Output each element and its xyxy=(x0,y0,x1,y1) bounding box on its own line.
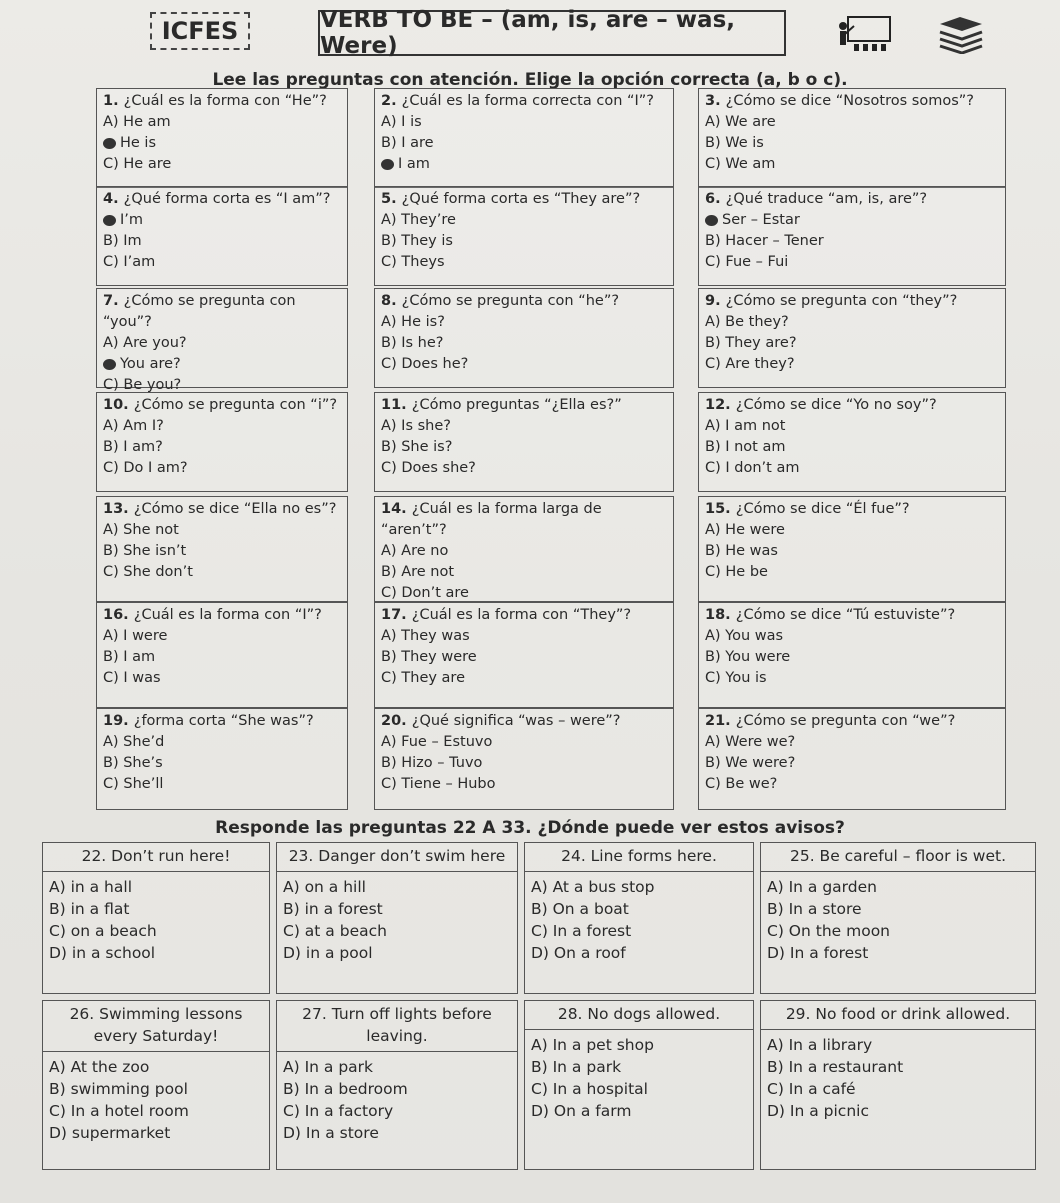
question-prompt: ¿Qué forma corta es “I am”? xyxy=(123,191,331,207)
answer-option-label: C) He are xyxy=(103,156,172,172)
answer-option[interactable] xyxy=(103,732,341,753)
answer-option[interactable] xyxy=(103,112,341,133)
answer-option[interactable]: C) In a hospital xyxy=(531,1080,648,1098)
question-number: 4. xyxy=(103,191,124,207)
answer-option-label: A) Am I? xyxy=(103,418,164,434)
page-title: VERB TO BE – (am, is, are – was, Were) xyxy=(318,10,786,56)
answer-option[interactable] xyxy=(381,133,667,154)
question-text xyxy=(103,291,341,333)
answer-option-label: A) I were xyxy=(103,628,168,644)
question-2 xyxy=(374,88,674,188)
question-text xyxy=(103,395,341,416)
question-prompt: ¿Cómo se pregunta con “you”? xyxy=(103,293,296,330)
question-prompt: ¿Cuál es la forma correcta con “I”? xyxy=(401,93,655,109)
question-text xyxy=(381,91,667,112)
question-number: 11. xyxy=(381,397,412,413)
answer-option-label: B) They are? xyxy=(705,335,797,351)
answer-option[interactable] xyxy=(381,562,667,583)
answer-option[interactable]: A) In a park xyxy=(283,1058,374,1076)
answer-option-label: A) We are xyxy=(705,114,776,130)
question-text xyxy=(705,91,999,112)
question-prompt: ¿Cuál es la forma con “They”? xyxy=(411,607,632,623)
answer-option-label: C) Are they? xyxy=(705,356,795,372)
answer-option-label: C) Theys xyxy=(381,254,445,270)
question-text xyxy=(705,499,999,520)
question-text xyxy=(103,499,341,520)
question-8 xyxy=(374,288,674,388)
answer-option[interactable] xyxy=(103,458,341,479)
answer-option-label: A) They’re xyxy=(381,212,456,228)
question-text xyxy=(103,91,341,112)
answer-option[interactable] xyxy=(103,437,341,458)
question-number: 12. xyxy=(705,397,736,413)
answer-option[interactable]: C) In a factory xyxy=(283,1102,394,1120)
answer-option[interactable] xyxy=(381,354,667,375)
answer-option[interactable]: D) On a roof xyxy=(531,944,626,962)
answer-option[interactable] xyxy=(103,520,341,541)
question-4 xyxy=(96,186,348,286)
answer-option[interactable] xyxy=(381,112,667,133)
question-number: 21. xyxy=(705,713,736,729)
question-number: 8. xyxy=(381,293,402,309)
question-text xyxy=(103,189,341,210)
question-number: 10. xyxy=(103,397,134,413)
question-16 xyxy=(96,602,348,708)
answer-option-label: C) She’ll xyxy=(103,776,164,792)
answer-option[interactable] xyxy=(705,354,999,375)
notice-question-24 xyxy=(524,842,754,994)
answer-option[interactable]: D) In a picnic xyxy=(767,1102,869,1120)
answer-option[interactable] xyxy=(705,437,999,458)
question-18 xyxy=(698,602,1006,708)
question-number: 20. xyxy=(381,713,412,729)
answer-option[interactable] xyxy=(381,732,667,753)
answer-option-label: C) Does he? xyxy=(381,356,469,372)
answer-option[interactable]: A) In a garden xyxy=(767,878,877,896)
selected-answer-mark-icon xyxy=(705,215,718,226)
answer-option[interactable] xyxy=(381,647,667,668)
teacher-at-board-icon xyxy=(836,14,896,54)
answer-option[interactable] xyxy=(705,458,999,479)
question-prompt: ¿Cómo se pregunta con “they”? xyxy=(725,293,958,309)
answer-option-label: B) Are not xyxy=(381,564,455,580)
answer-option[interactable]: C) In a hotel room xyxy=(49,1102,189,1120)
question-text xyxy=(705,395,999,416)
answer-option-label: B) You were xyxy=(705,649,791,665)
answer-option[interactable]: A) on a hill xyxy=(283,878,366,896)
answer-option[interactable]: B) In a park xyxy=(531,1058,622,1076)
question-prompt: ¿Qué significa “was – were”? xyxy=(411,713,621,729)
answer-option-label: B) We is xyxy=(705,135,764,151)
answer-option[interactable] xyxy=(103,647,341,668)
answer-option-label: B) I am? xyxy=(103,439,163,455)
answer-option[interactable] xyxy=(381,437,667,458)
question-prompt: ¿Qué forma corta es “They are”? xyxy=(401,191,641,207)
question-prompt: ¿forma corta “She was”? xyxy=(133,713,314,729)
question-prompt: ¿Cómo se pregunta con “he”? xyxy=(401,293,620,309)
answer-option-label: B) Hizo – Tuvo xyxy=(381,755,483,771)
answer-option[interactable] xyxy=(381,416,667,437)
question-prompt: ¿Cómo se pregunta con “i”? xyxy=(133,397,338,413)
question-number: 14. xyxy=(381,501,412,517)
answer-option[interactable]: B) in a forest xyxy=(283,900,383,918)
notice-question-25 xyxy=(760,842,1036,994)
answer-option[interactable]: D) On a farm xyxy=(531,1102,632,1120)
answer-option-label: C) Be we? xyxy=(705,776,778,792)
answer-option[interactable] xyxy=(103,626,341,647)
answer-option[interactable] xyxy=(705,626,999,647)
answer-option[interactable] xyxy=(381,231,667,252)
question-number: 19. xyxy=(103,713,134,729)
notice-sign-text: 29. No food or drink allowed. xyxy=(761,1001,1035,1030)
answer-option-label: A) Be they? xyxy=(705,314,789,330)
book-stack-icon xyxy=(936,14,986,54)
answer-option[interactable] xyxy=(705,312,999,333)
answer-option-label: C) We am xyxy=(705,156,776,172)
answer-option-label: Ser – Estar xyxy=(722,212,800,228)
question-14 xyxy=(374,496,674,602)
answer-option[interactable] xyxy=(381,583,667,604)
question-text xyxy=(381,189,667,210)
answer-option[interactable] xyxy=(381,753,667,774)
question-text xyxy=(705,711,999,732)
question-text xyxy=(381,395,667,416)
question-text xyxy=(381,605,667,626)
notice-sign-text: 27. Turn off lights before leaving. xyxy=(277,1001,517,1052)
answer-option-label: A) Are no xyxy=(381,543,449,559)
answer-option[interactable]: A) In a pet shop xyxy=(531,1036,654,1054)
question-12 xyxy=(698,392,1006,492)
answer-option[interactable]: C) In a forest xyxy=(531,922,632,940)
answer-option[interactable] xyxy=(705,774,999,795)
question-prompt: ¿Cómo se dice “Tú estuviste”? xyxy=(735,607,956,623)
answer-option-label: B) I am xyxy=(103,649,156,665)
question-prompt: ¿Cómo se dice “Yo no soy”? xyxy=(735,397,937,413)
answer-option[interactable] xyxy=(381,774,667,795)
answer-option[interactable] xyxy=(103,354,341,375)
answer-option[interactable] xyxy=(103,210,341,231)
answer-option-label: A) They was xyxy=(381,628,470,644)
question-text xyxy=(705,291,999,312)
instructions-part-1: Lee las preguntas con atención. Elige la opción correcta (a, b o c). xyxy=(212,70,848,90)
answer-option-label: C) They are xyxy=(381,670,465,686)
answer-option[interactable] xyxy=(103,753,341,774)
notice-question-22 xyxy=(42,842,270,994)
answer-option[interactable] xyxy=(103,562,341,583)
answer-option[interactable] xyxy=(705,520,999,541)
notice-question-29 xyxy=(760,1000,1036,1170)
question-20 xyxy=(374,708,674,810)
answer-option[interactable]: D) in a pool xyxy=(283,944,373,962)
question-prompt: ¿Cómo se dice “Ella no es”? xyxy=(133,501,337,517)
answer-option[interactable] xyxy=(705,562,999,583)
question-text xyxy=(103,711,341,732)
answer-option-label: B) I not am xyxy=(705,439,786,455)
answer-option-label: C) You is xyxy=(705,670,767,686)
answer-option[interactable] xyxy=(705,231,999,252)
question-number: 9. xyxy=(705,293,726,309)
answer-option[interactable] xyxy=(103,416,341,437)
question-number: 17. xyxy=(381,607,412,623)
answer-option-label: A) I am not xyxy=(705,418,786,434)
answer-option-label: B) We were? xyxy=(705,755,796,771)
answer-option[interactable] xyxy=(381,312,667,333)
answer-option-label: A) She not xyxy=(103,522,179,538)
question-1 xyxy=(96,88,348,188)
answer-option-label: A) Is she? xyxy=(381,418,451,434)
answer-option[interactable] xyxy=(103,231,341,252)
question-prompt: ¿Cuál es la forma con “I”? xyxy=(133,607,322,623)
answer-option-label: A) Fue – Estuvo xyxy=(381,734,493,750)
answer-option[interactable] xyxy=(381,626,667,647)
answer-option-label: C) Do I am? xyxy=(103,460,188,476)
question-number: 7. xyxy=(103,293,124,309)
answer-option-label: B) She isn’t xyxy=(103,543,187,559)
answer-option-label: C) Tiene – Hubo xyxy=(381,776,496,792)
question-prompt: ¿Cómo se dice “Nosotros somos”? xyxy=(725,93,974,109)
answer-option[interactable]: C) On the moon xyxy=(767,922,891,940)
question-9 xyxy=(698,288,1006,388)
answer-option[interactable]: D) In a forest xyxy=(767,944,869,962)
question-number: 18. xyxy=(705,607,736,623)
answer-option[interactable] xyxy=(103,668,341,689)
answer-option[interactable] xyxy=(705,154,999,175)
question-21 xyxy=(698,708,1006,810)
question-6 xyxy=(698,186,1006,286)
answer-option[interactable] xyxy=(381,333,667,354)
answer-option-label: C) He be xyxy=(705,564,768,580)
question-prompt: ¿Cómo preguntas “¿Ella es?” xyxy=(411,397,622,413)
answer-option-label: B) She’s xyxy=(103,755,163,771)
notice-sign-text: 28. No dogs allowed. xyxy=(525,1001,753,1030)
answer-option-label: C) I was xyxy=(103,670,161,686)
answer-option[interactable]: B) swimming pool xyxy=(49,1080,188,1098)
question-15 xyxy=(698,496,1006,602)
question-text xyxy=(103,605,341,626)
question-19 xyxy=(96,708,348,810)
answer-option-label: B) He was xyxy=(705,543,778,559)
answer-option-label: C) I don’t am xyxy=(705,460,800,476)
answer-option-label: B) They is xyxy=(381,233,453,249)
answer-option-label: C) Be you? xyxy=(103,377,182,393)
answer-option[interactable] xyxy=(705,541,999,562)
answer-option[interactable]: C) on a beach xyxy=(49,922,157,940)
answer-option[interactable]: B) On a boat xyxy=(531,900,629,918)
answer-option-label: A) You was xyxy=(705,628,784,644)
answer-option[interactable] xyxy=(705,753,999,774)
question-prompt: ¿Cuál es la forma larga de “aren’t”? xyxy=(381,501,602,538)
answer-option-label: C) I’am xyxy=(103,254,156,270)
answer-option-label: B) Is he? xyxy=(381,335,444,351)
answer-option[interactable] xyxy=(103,774,341,795)
answer-option[interactable]: A) At the zoo xyxy=(49,1058,150,1076)
answer-option[interactable] xyxy=(103,154,341,175)
answer-option-label: B) Im xyxy=(103,233,142,249)
answer-option[interactable]: B) In a store xyxy=(767,900,862,918)
question-prompt: ¿Cómo se pregunta con “we”? xyxy=(735,713,956,729)
question-text xyxy=(381,711,667,732)
question-text xyxy=(381,291,667,312)
notice-sign-text: 24. Line forms here. xyxy=(525,843,753,872)
answer-option[interactable]: C) at a beach xyxy=(283,922,387,940)
answer-option[interactable] xyxy=(705,210,999,231)
answer-option[interactable]: D) in a school xyxy=(49,944,156,962)
answer-option-label: C) Fue – Fui xyxy=(705,254,789,270)
answer-option-label: I am xyxy=(398,156,430,172)
answer-option[interactable] xyxy=(103,252,341,273)
answer-option[interactable]: C) In a café xyxy=(767,1080,856,1098)
question-17 xyxy=(374,602,674,708)
answer-option[interactable]: A) At a bus stop xyxy=(531,878,655,896)
answer-option[interactable] xyxy=(705,416,999,437)
answer-option[interactable]: A) in a hall xyxy=(49,878,132,896)
answer-option[interactable] xyxy=(705,133,999,154)
notice-sign-text: 22. Don’t run here! xyxy=(43,843,269,872)
answer-option[interactable] xyxy=(103,133,341,154)
answer-option[interactable] xyxy=(381,458,667,479)
answer-option[interactable]: D) supermarket xyxy=(49,1124,171,1142)
answer-option-label: A) I is xyxy=(381,114,422,130)
answer-option[interactable] xyxy=(381,154,667,175)
answer-option-label: A) He am xyxy=(103,114,171,130)
selected-answer-mark-icon xyxy=(103,359,116,370)
answer-option[interactable] xyxy=(705,647,999,668)
question-number: 6. xyxy=(705,191,726,207)
answer-option[interactable]: B) in a flat xyxy=(49,900,130,918)
answer-option-label: C) Does she? xyxy=(381,460,476,476)
answer-option[interactable] xyxy=(381,252,667,273)
question-text xyxy=(705,605,999,626)
header xyxy=(0,0,1060,66)
question-number: 1. xyxy=(103,93,124,109)
notice-question-23 xyxy=(276,842,518,994)
icfes-logo: ICFES xyxy=(150,12,250,50)
selected-answer-mark-icon xyxy=(103,215,116,226)
notice-sign-text: 23. Danger don’t swim here xyxy=(277,843,517,872)
answer-option-label: B) I are xyxy=(381,135,434,151)
answer-option-label: A) He were xyxy=(705,522,785,538)
question-13 xyxy=(96,496,348,602)
answer-option[interactable] xyxy=(705,112,999,133)
answer-option[interactable] xyxy=(705,668,999,689)
answer-option[interactable] xyxy=(381,210,667,231)
answer-option-label: B) Hacer – Tener xyxy=(705,233,824,249)
answer-option-label: A) Are you? xyxy=(103,335,187,351)
instructions-part-2: Responde las preguntas 22 A 33. ¿Dónde puede ver estos avisos? xyxy=(215,818,845,838)
question-number: 2. xyxy=(381,93,402,109)
answer-option-label: A) He is? xyxy=(381,314,445,330)
answer-option-label: C) She don’t xyxy=(103,564,193,580)
answer-option[interactable] xyxy=(705,333,999,354)
answer-option[interactable] xyxy=(381,541,667,562)
notice-sign-text: 25. Be careful – floor is wet. xyxy=(761,843,1035,872)
question-prompt: ¿Cuál es la forma con “He”? xyxy=(123,93,327,109)
notice-question-26 xyxy=(42,1000,270,1170)
question-prompt: ¿Qué traduce “am, is, are”? xyxy=(725,191,928,207)
notice-question-28 xyxy=(524,1000,754,1170)
answer-option-label: B) They were xyxy=(381,649,477,665)
answer-option[interactable] xyxy=(705,732,999,753)
question-10 xyxy=(96,392,348,492)
question-3 xyxy=(698,88,1006,188)
selected-answer-mark-icon xyxy=(381,159,394,170)
answer-option[interactable] xyxy=(381,668,667,689)
answer-option[interactable] xyxy=(103,333,341,354)
answer-option-label: B) She is? xyxy=(381,439,453,455)
answer-option-label: I’m xyxy=(120,212,144,228)
question-text xyxy=(381,499,667,541)
question-text xyxy=(705,189,999,210)
question-number: 16. xyxy=(103,607,134,623)
answer-option[interactable]: D) In a store xyxy=(283,1124,379,1142)
answer-option-label: He is xyxy=(120,135,157,151)
question-number: 13. xyxy=(103,501,134,517)
question-number: 15. xyxy=(705,501,736,517)
answer-option[interactable] xyxy=(103,541,341,562)
question-prompt: ¿Cómo se dice “Él fue”? xyxy=(735,501,910,517)
question-number: 3. xyxy=(705,93,726,109)
question-11 xyxy=(374,392,674,492)
question-number: 5. xyxy=(381,191,402,207)
answer-option[interactable]: B) In a restaurant xyxy=(767,1058,904,1076)
selected-answer-mark-icon xyxy=(103,138,116,149)
question-7 xyxy=(96,288,348,393)
answer-option-label: A) Were we? xyxy=(705,734,796,750)
notice-question-27 xyxy=(276,1000,518,1170)
answer-option[interactable] xyxy=(705,252,999,273)
answer-option[interactable]: A) In a library xyxy=(767,1036,873,1054)
answer-option-label: C) Don’t are xyxy=(381,585,469,601)
notice-sign-text: 26. Swimming lessons every Saturday! xyxy=(43,1001,269,1052)
question-5 xyxy=(374,186,674,286)
answer-option[interactable]: B) In a bedroom xyxy=(283,1080,408,1098)
answer-option-label: You are? xyxy=(120,356,181,372)
answer-option-label: A) She’d xyxy=(103,734,165,750)
